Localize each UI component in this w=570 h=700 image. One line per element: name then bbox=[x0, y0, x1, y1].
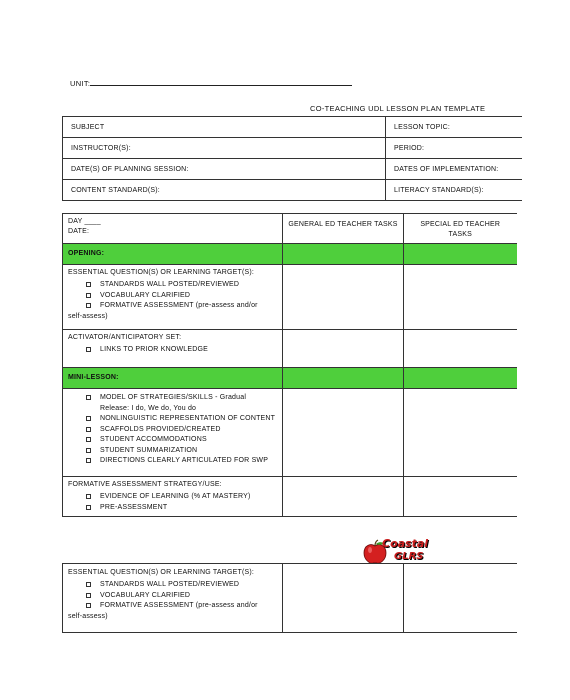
essential-special-cell[interactable] bbox=[404, 265, 517, 330]
opening-general-cell bbox=[283, 244, 404, 265]
checkbox-icon[interactable] bbox=[86, 282, 91, 287]
checkbox-icon[interactable] bbox=[86, 416, 91, 421]
checklist-item[interactable]: VOCABULARY CLARIFIED bbox=[68, 591, 277, 602]
essential-checklist bbox=[68, 280, 277, 322]
checklist-item[interactable]: STUDENT ACCOMMODATIONS bbox=[68, 435, 277, 446]
general-ed-header: GENERAL ED TEACHER TASKS bbox=[283, 214, 404, 244]
mini-lesson-general-cell bbox=[283, 368, 404, 389]
unit-line bbox=[70, 78, 352, 88]
special-ed-header bbox=[404, 214, 517, 244]
opening-special-cell bbox=[404, 244, 517, 265]
activator-cell bbox=[63, 330, 283, 368]
day-label: DAY ____ bbox=[68, 218, 101, 225]
checkbox-icon[interactable] bbox=[86, 458, 91, 463]
checkbox-icon[interactable] bbox=[86, 395, 91, 400]
checkbox-icon[interactable] bbox=[86, 582, 91, 587]
activator-checklist bbox=[68, 345, 277, 356]
formative-cell bbox=[63, 477, 283, 517]
checkbox-icon[interactable] bbox=[86, 293, 91, 298]
literacy-standards-cell[interactable]: LITERACY STANDARD(S): bbox=[386, 180, 523, 201]
logo-text-line1: Coastal bbox=[382, 537, 429, 550]
lesson-tasks-table-page2 bbox=[62, 563, 517, 633]
logo-text-line2: GLRS bbox=[394, 551, 424, 562]
checkbox-icon[interactable] bbox=[86, 603, 91, 608]
essential-question-heading-page2: ESSENTIAL QUESTION(S) OR LEARNING TARGET(S): bbox=[68, 569, 255, 576]
checklist-item[interactable]: STUDENT SUMMARIZATION bbox=[68, 446, 277, 457]
checklist-item-continued: Release: I do, We do, You do bbox=[100, 404, 197, 412]
checkbox-icon[interactable] bbox=[86, 448, 91, 453]
formative-special-cell[interactable] bbox=[404, 477, 517, 517]
checkbox-icon[interactable] bbox=[86, 347, 91, 352]
special-ed-header-line1: SPECIAL ED TEACHER bbox=[420, 221, 501, 228]
checklist-item[interactable]: DIRECTIONS CLEARLY ARTICULATED FOR SWP bbox=[68, 456, 277, 467]
implementation-dates-cell[interactable]: DATES OF IMPLEMENTATION: bbox=[386, 159, 523, 180]
mini-lesson-cell bbox=[63, 389, 283, 477]
instructors-cell[interactable]: INSTRUCTOR(S): bbox=[63, 138, 386, 159]
checklist-item[interactable]: FORMATIVE ASSESSMENT (pre-assess and/or bbox=[68, 601, 277, 612]
essential-checklist-page2 bbox=[68, 580, 277, 622]
period-cell[interactable]: PERIOD: bbox=[386, 138, 523, 159]
mini-lesson-checklist bbox=[68, 393, 277, 467]
checkbox-icon[interactable] bbox=[86, 427, 91, 432]
subject-cell[interactable]: SUBJECT bbox=[63, 117, 386, 138]
activator-special-cell[interactable] bbox=[404, 330, 517, 368]
special-ed-header-line2: TASKS bbox=[448, 231, 472, 238]
opening-label: OPENING: bbox=[63, 244, 283, 265]
checklist-item-continued: self-assess) bbox=[68, 612, 108, 620]
checklist-item[interactable]: PRE-ASSESSMENT bbox=[68, 503, 277, 514]
checkbox-icon[interactable] bbox=[86, 494, 91, 499]
checklist-item[interactable]: SCAFFOLDS PROVIDED/CREATED bbox=[68, 425, 277, 436]
checklist-item[interactable]: NONLINGUISTIC REPRESENTATION OF CONTENT bbox=[68, 414, 277, 425]
essential-question-cell bbox=[63, 265, 283, 330]
checkbox-icon[interactable] bbox=[86, 303, 91, 308]
lesson-info-table bbox=[62, 116, 522, 201]
essential-question-cell-page2 bbox=[63, 564, 283, 633]
activator-general-cell[interactable] bbox=[283, 330, 404, 368]
essential-question-heading: ESSENTIAL QUESTION(S) OR LEARNING TARGET(S): bbox=[68, 269, 255, 276]
mini-lesson-general-tasks[interactable] bbox=[283, 389, 404, 477]
checklist-item[interactable]: LINKS TO PRIOR KNOWLEDGE bbox=[68, 345, 277, 356]
checkbox-icon[interactable] bbox=[86, 437, 91, 442]
checklist-item-continued: self-assess) bbox=[68, 312, 108, 320]
page2-general-cell[interactable] bbox=[283, 564, 404, 633]
planning-dates-cell[interactable]: DATE(S) OF PLANNING SESSION: bbox=[63, 159, 386, 180]
mini-lesson-special-cell bbox=[404, 368, 517, 389]
checklist-item[interactable]: VOCABULARY CLARIFIED bbox=[68, 291, 277, 302]
lesson-topic-cell[interactable]: LESSON TOPIC: bbox=[386, 117, 523, 138]
mini-lesson-label: MINI-LESSON: bbox=[63, 368, 283, 389]
page2-special-cell[interactable] bbox=[404, 564, 517, 633]
checklist-item[interactable]: EVIDENCE OF LEARNING (% AT MASTERY) bbox=[68, 492, 277, 503]
checklist-item[interactable]: MODEL OF STRATEGIES/SKILLS - Gradual bbox=[68, 393, 277, 404]
unit-blank[interactable] bbox=[90, 78, 352, 86]
checklist-item[interactable]: STANDARDS WALL POSTED/REVIEWED bbox=[68, 280, 277, 291]
checkbox-icon[interactable] bbox=[86, 593, 91, 598]
formative-general-cell[interactable] bbox=[283, 477, 404, 517]
formative-checklist bbox=[68, 492, 277, 513]
checkbox-icon[interactable] bbox=[86, 505, 91, 510]
mini-lesson-special-tasks[interactable] bbox=[404, 389, 517, 477]
unit-label: UNIT: bbox=[70, 79, 91, 88]
date-label: DATE: bbox=[68, 228, 90, 235]
content-standards-cell[interactable]: CONTENT STANDARD(S): bbox=[63, 180, 386, 201]
lesson-tasks-table bbox=[62, 213, 517, 517]
checklist-item[interactable]: STANDARDS WALL POSTED/REVIEWED bbox=[68, 580, 277, 591]
checklist-item[interactable]: FORMATIVE ASSESSMENT (pre-assess and/or bbox=[68, 301, 277, 312]
formative-heading: FORMATIVE ASSESSMENT STRATEGY/USE: bbox=[68, 481, 222, 488]
activator-heading: ACTIVATOR/ANTICIPATORY SET: bbox=[68, 334, 182, 341]
day-date-cell[interactable] bbox=[63, 214, 283, 244]
document-title: CO-TEACHING UDL LESSON PLAN TEMPLATE bbox=[310, 104, 486, 113]
essential-general-cell[interactable] bbox=[283, 265, 404, 330]
